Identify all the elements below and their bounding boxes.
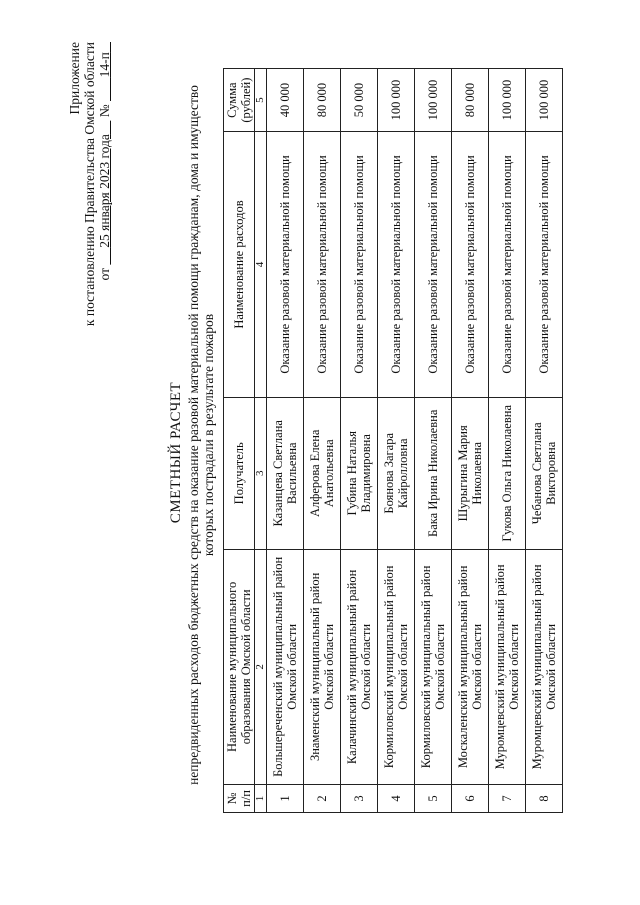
decree-date-text: 25 января 2023 года <box>97 134 112 248</box>
district-cell: Большереченский муниципальный район Омской области <box>267 549 304 784</box>
header-expense: Наименование расходов <box>224 132 255 398</box>
table-header-row <box>224 69 255 813</box>
recipient-cell: Гукова Ольга Николаевна <box>489 397 526 549</box>
row-number-cell: 6 <box>452 784 489 812</box>
table-row <box>489 69 526 813</box>
column-number: 5 <box>255 69 267 132</box>
recipient-cell: Чебанова Светлана Викторовна <box>526 397 563 549</box>
expense-cell: Оказание разовой материальной помощи <box>267 132 304 398</box>
header-sum: Сумма (рублей) <box>224 69 255 132</box>
district-cell: Москаленский муниципальный район Омской области <box>452 549 489 784</box>
expense-cell: Оказание разовой материальной помощи <box>489 132 526 398</box>
column-number: 3 <box>255 397 267 549</box>
decree-date-line <box>98 42 112 281</box>
table-row <box>304 69 341 813</box>
table-row <box>341 69 378 813</box>
row-number-cell: 7 <box>489 784 526 812</box>
subtitle-line-2: которых пострадали в результате пожаров <box>201 313 216 557</box>
row-number-cell: 4 <box>378 784 415 812</box>
recipient-cell: Боянова Загара Кайролловна <box>378 397 415 549</box>
column-number: 1 <box>255 784 267 812</box>
document-title: СМЕТНЫЙ РАСЧЕТ <box>168 381 184 524</box>
expense-cell: Оказание разовой материальной помощи <box>304 132 341 398</box>
table-row <box>415 69 452 813</box>
table-row <box>378 69 415 813</box>
decree-reference: к постановлению Правительства Омской области <box>82 42 97 327</box>
recipient-cell: Бака Ирина Николаевна <box>415 397 452 549</box>
appendix-label: Приложение <box>67 42 82 115</box>
decree-number-text: 14-п <box>97 52 112 78</box>
sum-cell: 80 000 <box>304 69 341 132</box>
district-cell: Муромцевский муниципальный район Омской области <box>526 549 563 784</box>
recipient-cell: Шурыгина Мария Николаевна <box>452 397 489 549</box>
row-number-cell: 2 <box>304 784 341 812</box>
number-sign: № <box>97 104 112 118</box>
district-cell: Калачинский муниципальный район Омской области <box>341 549 378 784</box>
document-subtitle <box>186 70 216 800</box>
table-row <box>267 69 304 813</box>
district-cell: Кормиловский муниципальный район Омской области <box>415 549 452 784</box>
column-number: 2 <box>255 549 267 784</box>
sum-cell: 40 000 <box>267 69 304 132</box>
expense-cell: Оказание разовой материальной помощи <box>452 132 489 398</box>
decree-number <box>97 42 112 101</box>
expense-cell: Оказание разовой материальной помощи <box>415 132 452 398</box>
column-number: 4 <box>255 132 267 398</box>
sum-cell: 50 000 <box>341 69 378 132</box>
sum-cell: 100 000 <box>526 69 563 132</box>
recipient-cell: Алферова Елена Анатольевна <box>304 397 341 549</box>
sum-cell: 100 000 <box>378 69 415 132</box>
expense-table <box>223 68 563 813</box>
expense-cell: Оказание разовой материальной помощи <box>341 132 378 398</box>
district-cell: Знаменский муниципальный район Омской области <box>304 549 341 784</box>
row-number-cell: 5 <box>415 784 452 812</box>
row-number-cell: 3 <box>341 784 378 812</box>
expense-cell: Оказание разовой материальной помощи <box>526 132 563 398</box>
header-number: № п/п <box>224 784 255 812</box>
district-cell: Кормиловский муниципальный район Омской области <box>378 549 415 784</box>
table-body <box>267 69 563 813</box>
decree-date <box>97 121 112 265</box>
date-prefix: от <box>97 268 112 281</box>
recipient-cell: Казанцева Светлана Васильевна <box>267 397 304 549</box>
district-cell: Муромцевский муниципальный район Омской области <box>489 549 526 784</box>
recipient-cell: Губина Наталья Владимировна <box>341 397 378 549</box>
sum-cell: 80 000 <box>452 69 489 132</box>
sum-cell: 100 000 <box>489 69 526 132</box>
row-number-cell: 1 <box>267 784 304 812</box>
sum-cell: 100 000 <box>415 69 452 132</box>
table-row <box>526 69 563 813</box>
expense-cell: Оказание разовой материальной помощи <box>378 132 415 398</box>
row-number-cell: 8 <box>526 784 563 812</box>
column-number-row <box>255 69 267 813</box>
table-row <box>452 69 489 813</box>
header-district: Наименование муниципального образования Омской области <box>224 549 255 784</box>
header-recipient: Получатель <box>224 397 255 549</box>
subtitle-line-1: непредвиденных расходов бюджетных средств на оказание разовой материальной помощи гражданам, дома и имущество <box>186 85 201 785</box>
